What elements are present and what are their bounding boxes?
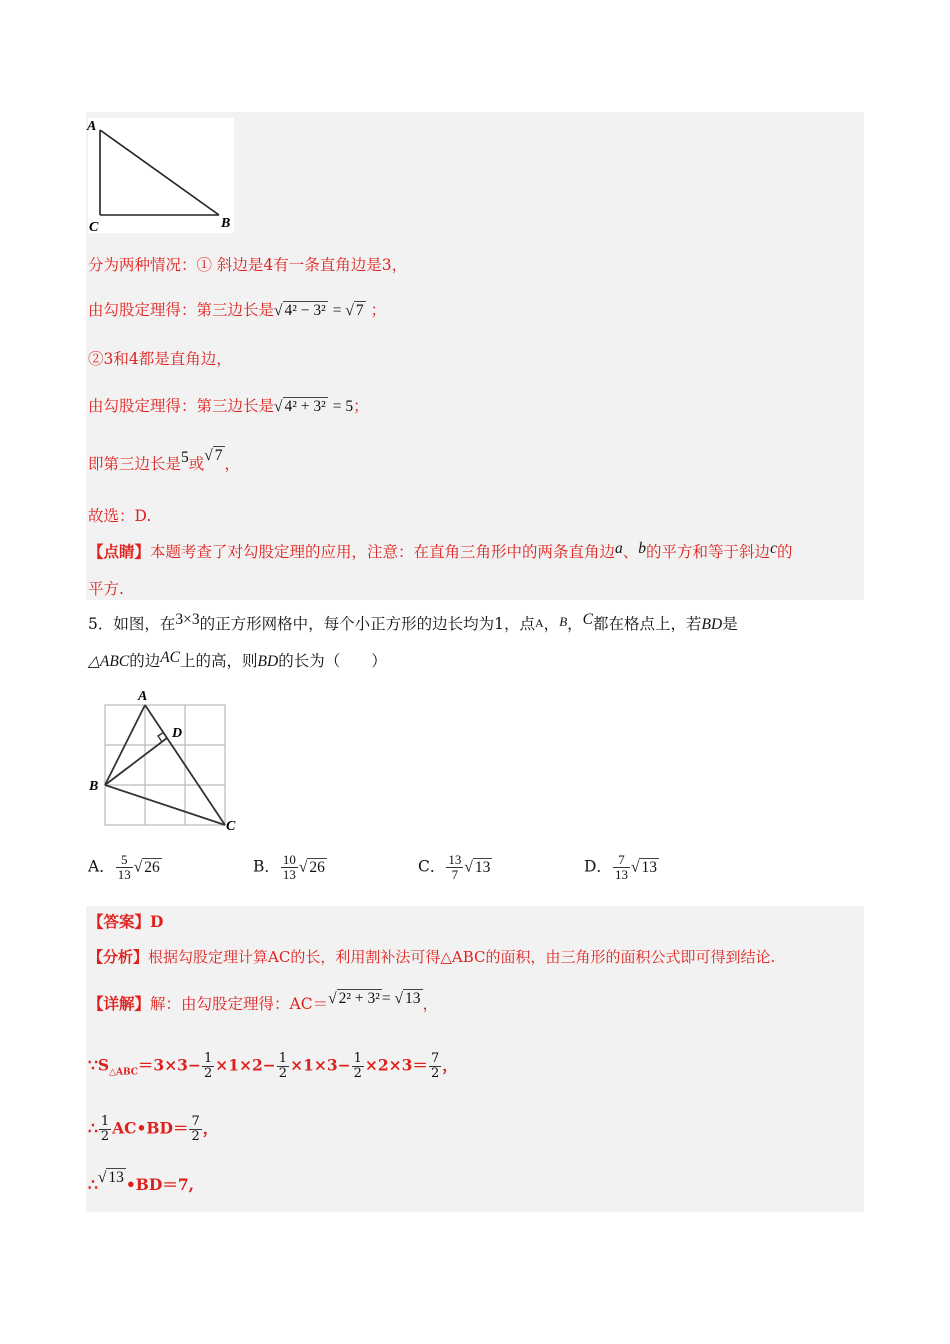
analysis-line: 【分析】根据勾股定理计算AC的长，利用割补法可得△ABC的面积，由三角形的面积公式即可得到结论. (88, 948, 776, 966)
label-d: D (172, 726, 183, 741)
label-a: A (138, 689, 148, 704)
bd-step-line: ∴√ 13 •BD＝7, (88, 1169, 195, 1194)
area-step-line: $\because S_{\triangle ABC}=3\times 3-$ $\frac{1}{2}$ ×1×2− $\frac{1}{2}$ ×1×3− $\frac{1}{2}$ ×2×3＝ $\frac{7}{2}$ ， (88, 1051, 458, 1081)
label-b: B (221, 216, 231, 231)
case2-intro: ②3和4都是直角边， (88, 350, 232, 368)
question5-line1: 5．如图，在3×3的正方形网格中，每个小正方形的边长均为1，点A，B，C都在格点上，若BD是 (88, 611, 738, 633)
figure-grid-triangle (86, 686, 246, 836)
cases-intro: 分为两种情况：① 斜边是4有一条直角边是3， (88, 256, 408, 274)
comment-line: 【点睛】本题考查了对勾股定理的应用，注意：在直角三角形中的两条直角边a、b的平方和等于斜边c的 (88, 540, 793, 561)
ac-bd-step-line: ∴ $\frac{1}{2}$ AC•BD＝ $\frac{7}{2}$ ， (88, 1114, 219, 1144)
case1-result-sqrt: √ 7 (345, 302, 364, 319)
option-c[interactable]: C． $\frac{13}{7}$ √ 13 (418, 852, 491, 882)
case1-sqrt: √ 4² − 3² (274, 302, 326, 319)
figure-right-triangle (86, 116, 236, 236)
case2-sqrt: √ 4² + 3² (274, 398, 326, 415)
conclusion-line: 即第三边长是5或√ 7 ， (88, 447, 241, 473)
question5-line2: △ABC的边AC上的高，则BD的长为（ ） (88, 649, 387, 670)
case1-line: 由勾股定理得：第三边长是√ 4² − 3² = √ 7 ； (88, 301, 387, 319)
comment-tail: 平方. (88, 580, 124, 598)
case2-line: 由勾股定理得：第三边长是√ 4² + 3² = 5； (88, 397, 369, 415)
answer-line: 【答案】D (88, 912, 164, 931)
option-b[interactable]: B． $\frac{10}{13}$ √ 26 (253, 852, 325, 882)
option-a[interactable]: A． $\frac{5}{13}$ √ 26 (88, 852, 160, 882)
label-b: B (89, 779, 99, 794)
detail-line: 【详解】解：由勾股定理得：AC＝√ 2² + 3² = √ 13 ， (88, 990, 439, 1013)
grid-lines (105, 705, 225, 825)
label-a: A (87, 119, 97, 134)
label-c: C (89, 220, 99, 235)
choice-line: 故选：D. (88, 507, 152, 525)
option-d[interactable]: D． $\frac{7}{13}$ √ 13 (584, 852, 657, 882)
side-bc (105, 785, 225, 825)
label-c: C (226, 819, 236, 834)
